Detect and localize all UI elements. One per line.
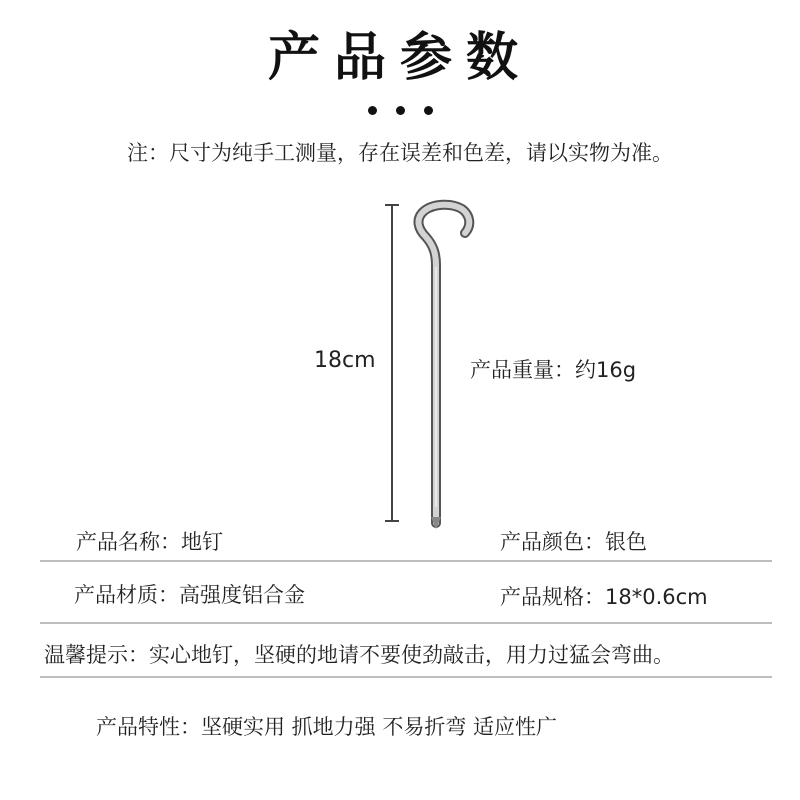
- dimension-line: [391, 205, 393, 521]
- product-features: 产品特性：坚硬实用 抓地力强 不易折弯 适应性广: [96, 715, 558, 739]
- spec-material: 产品材质：高强度铝合金: [74, 583, 305, 607]
- spec-color: 产品颜色：银色: [500, 530, 647, 554]
- divider: [40, 560, 772, 562]
- dimension-label: 18cm: [314, 348, 376, 373]
- dot-icon: [368, 106, 377, 115]
- title-dots: [368, 106, 434, 118]
- dimension-cap-bottom: [385, 520, 399, 522]
- spec-name: 产品名称：地钉: [76, 530, 223, 554]
- page-title: 产品参数: [267, 27, 532, 88]
- product-weight: 产品重量：约16g: [470, 358, 637, 382]
- dot-icon: [424, 106, 433, 115]
- warm-tip: 温馨提示：实心地钉，坚硬的地请不要使劲敲击，用力过猛会弯曲。: [44, 643, 674, 667]
- divider: [40, 622, 772, 624]
- dot-icon: [396, 106, 405, 115]
- spec-size: 产品规格：18*0.6cm: [500, 585, 708, 609]
- measurement-note: 注：尺寸为纯手工测量，存在误差和色差，请以实物为准。: [127, 141, 673, 165]
- divider: [40, 676, 772, 678]
